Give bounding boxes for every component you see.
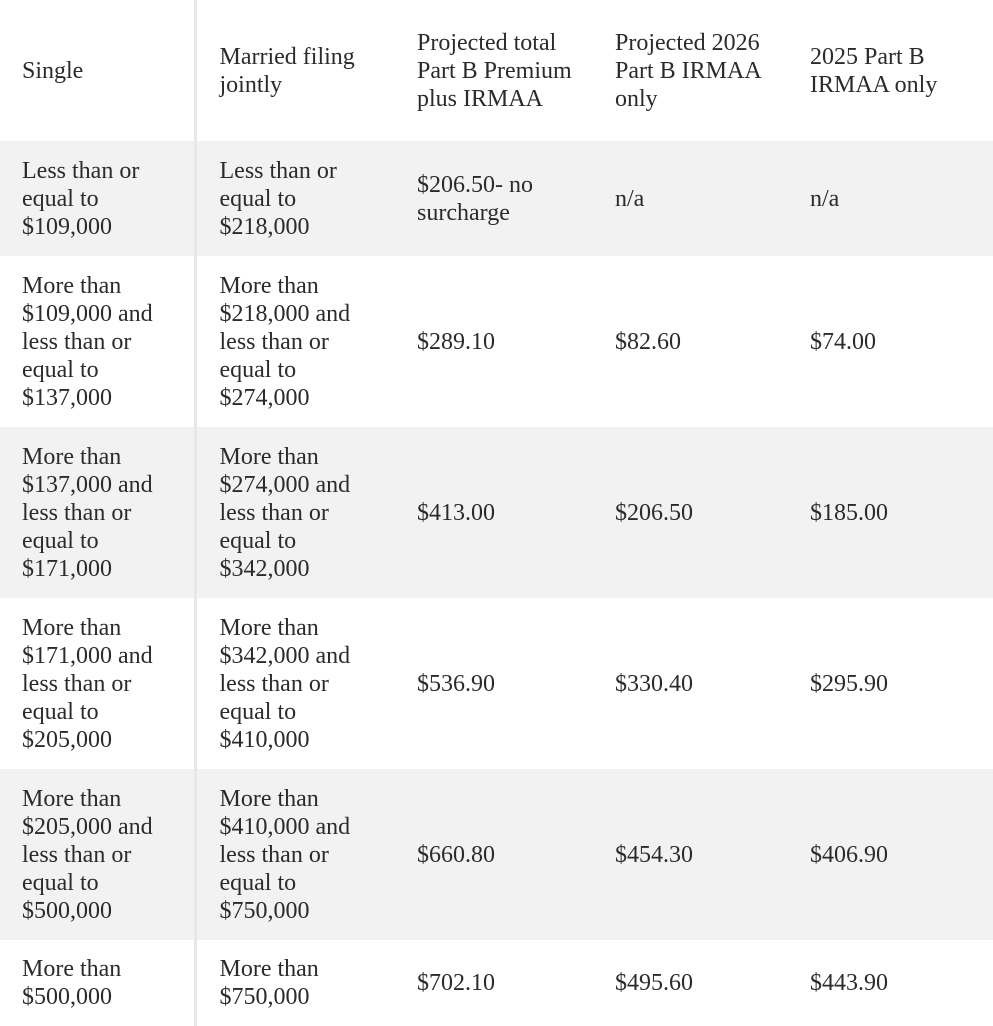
cell-single: More than $171,000 and less than or equal to $205,000 <box>0 598 195 769</box>
cell-irmaa-2026: $495.60 <box>615 970 693 996</box>
header-projected-total-premium: Projected total Part B Premium plus IRMAA <box>417 29 572 112</box>
cell-married: More than $218,000 and less than or equal to $274,000 <box>219 272 351 411</box>
cell-single: Less than or equal to $109,000 <box>0 141 195 256</box>
cell-total-premium: $702.10 <box>417 970 495 996</box>
cell-married: More than $274,000 and less than or equal to $342,000 <box>219 443 351 582</box>
header-2025-irmaa: 2025 Part B IRMAA only <box>810 43 938 98</box>
cell-total-premium: $660.80 <box>417 841 495 868</box>
cell-married: More than $342,000 and less than or equal to $410,000 <box>219 614 351 753</box>
table-row <box>0 256 993 427</box>
table-row <box>0 141 993 256</box>
table-header-row <box>0 0 993 141</box>
table-row <box>0 769 993 940</box>
cell-irmaa-2026: $206.50 <box>615 499 693 526</box>
cell-total-premium: $206.50- no surcharge <box>417 171 533 226</box>
table-row <box>0 940 993 1026</box>
cell-total-premium: $536.90 <box>417 670 495 697</box>
cell-irmaa-2026: $330.40 <box>615 670 693 697</box>
cell-irmaa-2026: $454.30 <box>615 841 693 868</box>
cell-irmaa-2025: $406.90 <box>810 841 888 868</box>
cell-irmaa-2025: $74.00 <box>810 328 876 355</box>
header-married-filing-jointly: Married filing jointly <box>219 43 355 98</box>
table-row <box>0 427 993 598</box>
cell-married: Less than or equal to $218,000 <box>219 157 337 240</box>
cell-single: More than $109,000 and less than or equal to $137,000 <box>0 256 195 427</box>
cell-married: More than $750,000 <box>219 956 319 1010</box>
table-row <box>0 598 993 769</box>
cell-irmaa-2025: $185.00 <box>810 499 888 526</box>
cell-single: More than $205,000 and less than or equal to $500,000 <box>0 769 195 940</box>
cell-irmaa-2025: $295.90 <box>810 670 888 697</box>
cell-irmaa-2025: $443.90 <box>810 970 888 996</box>
cell-single: More than $137,000 and less than or equal to $171,000 <box>0 427 195 598</box>
cell-total-premium: $289.10 <box>417 328 495 355</box>
header-projected-2026-irmaa: Projected 2026 Part B IRMAA only <box>615 29 761 112</box>
cell-married: More than $410,000 and less than or equal to $750,000 <box>219 785 351 924</box>
cell-irmaa-2025: n/a <box>810 185 840 212</box>
header-single: Single <box>0 0 195 141</box>
cell-irmaa-2026: $82.60 <box>615 328 681 355</box>
cell-irmaa-2026: n/a <box>615 185 645 212</box>
cell-single: More than $500,000 <box>0 940 195 1026</box>
cell-total-premium: $413.00 <box>417 499 495 526</box>
